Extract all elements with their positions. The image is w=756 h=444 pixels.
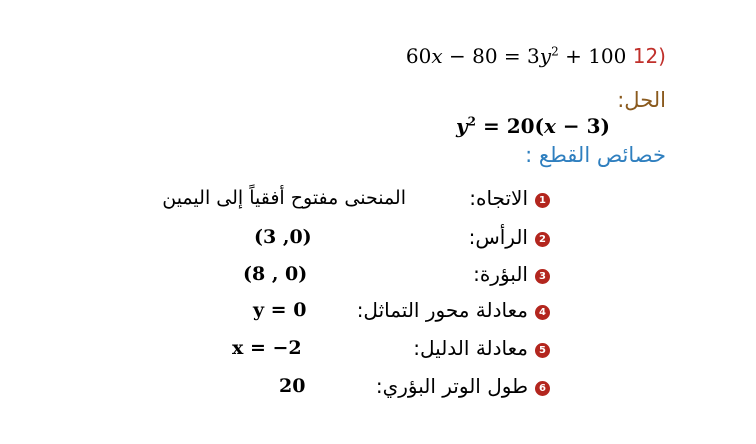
problem-statement <box>406 44 666 68</box>
property-row-axis <box>0 298 756 332</box>
properties-title: خصائص القطع : <box>525 143 666 167</box>
property-value: (3 ,0) <box>254 226 312 248</box>
property-row-direction <box>0 186 756 220</box>
problem-number: 12) <box>632 44 666 68</box>
property-value: (8 , 0) <box>243 263 308 285</box>
property-label: الاتجاه: <box>469 186 528 210</box>
property-row-latus-rectum <box>0 374 756 408</box>
number-badge: 4 <box>535 305 550 320</box>
property-label: الرأس: <box>468 225 528 249</box>
property-row-focus <box>0 262 756 296</box>
number-badge: 2 <box>535 232 550 247</box>
property-value: y = 0 <box>253 299 307 321</box>
number-badge: 3 <box>535 269 550 284</box>
property-row-directrix <box>0 336 756 370</box>
property-row-vertex <box>0 225 756 259</box>
solution-equation: $y^2 = 20(x - 3)$ <box>456 114 610 138</box>
solution-label: الحل: <box>617 88 666 112</box>
property-value: المنحنى مفتوح أفقياً إلى اليمين <box>162 187 406 209</box>
number-badge: 6 <box>535 381 550 396</box>
property-value: 20 <box>279 375 306 397</box>
number-badge: 5 <box>535 343 550 358</box>
property-label: معادلة الدليل: <box>413 336 528 360</box>
property-label: معادلة محور التماثل: <box>356 298 528 322</box>
number-badge: 1 <box>535 193 550 208</box>
problem-equation: $60x - 80 = 3y^2 + 100$ <box>405 44 627 68</box>
property-value: x = −2 <box>232 337 302 359</box>
property-label: طول الوتر البؤري: <box>375 374 528 398</box>
property-label: البؤرة: <box>473 262 528 286</box>
